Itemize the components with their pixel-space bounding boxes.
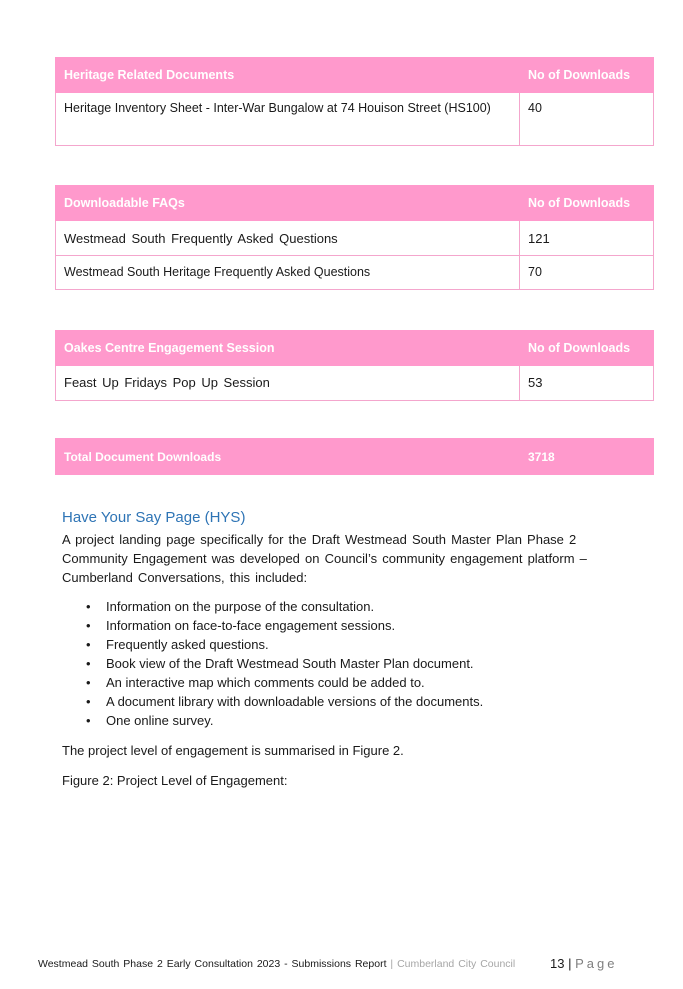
list-item-text: Book view of the Draft Westmead South Master Plan document. bbox=[106, 656, 474, 671]
table-header-title: Downloadable FAQs bbox=[56, 186, 520, 221]
list-item bbox=[62, 654, 483, 673]
bullet: • bbox=[86, 675, 91, 690]
table-row bbox=[56, 256, 654, 290]
bullet: • bbox=[86, 618, 91, 633]
table-header-row bbox=[56, 331, 654, 366]
total-row bbox=[56, 439, 654, 475]
list-item-text: Information on face-to-face engagement sessions. bbox=[106, 618, 396, 633]
list-item bbox=[62, 616, 483, 635]
table-header-row bbox=[56, 58, 654, 93]
table-header-row bbox=[56, 186, 654, 221]
list-item-text: Information on the purpose of the consultation. bbox=[106, 599, 375, 614]
bullet: • bbox=[86, 656, 91, 671]
footer-page bbox=[550, 956, 617, 971]
list-item-text: A document library with downloadable versions of the documents. bbox=[106, 694, 484, 709]
page-label: Page bbox=[575, 956, 618, 971]
table-row bbox=[56, 93, 654, 146]
summary-paragraph: The project level of engagement is summarised in Figure 2. bbox=[62, 743, 404, 758]
table-cell-name: Feast Up Fridays Pop Up Session bbox=[56, 366, 520, 401]
bullet: • bbox=[86, 713, 91, 728]
list-item-text: One online survey. bbox=[106, 713, 214, 728]
table-cell-count: 40 bbox=[520, 93, 654, 146]
footer-left bbox=[38, 958, 515, 970]
table-row bbox=[56, 366, 654, 401]
total-label: Total Document Downloads bbox=[56, 439, 520, 475]
list-item bbox=[62, 711, 483, 730]
table-cell-name: Heritage Inventory Sheet - Inter-War Bungalow at 74 Houison Street (HS100) bbox=[56, 93, 520, 146]
bullet: • bbox=[86, 694, 91, 709]
table-cell-count: 121 bbox=[520, 221, 654, 256]
list-item bbox=[62, 635, 483, 654]
footer-council: Cumberland City Council bbox=[397, 958, 516, 970]
list-item bbox=[62, 673, 483, 692]
table-cell-name: Westmead South Frequently Asked Questions bbox=[56, 221, 520, 256]
section-heading: Have Your Say Page (HYS) bbox=[62, 509, 246, 526]
table-cell-name: Westmead South Heritage Frequently Asked Questions bbox=[56, 256, 520, 290]
table-header-count: No of Downloads bbox=[520, 186, 654, 221]
table-header-count: No of Downloads bbox=[520, 58, 654, 93]
footer-report-title: Westmead South Phase 2 Early Consultation 2023 - Submissions Report bbox=[38, 958, 387, 970]
bullet: • bbox=[86, 599, 91, 614]
intro-paragraph: A project landing page specifically for the Draft Westmead South Master Plan Phase 2 Community Engagement was developed on Council’s community engagement platform – Cumberland Conversations, this included: bbox=[62, 532, 587, 585]
table-header-title: Heritage Related Documents bbox=[56, 58, 520, 93]
table-header-count: No of Downloads bbox=[520, 331, 654, 366]
list-item-text: An interactive map which comments could be added to. bbox=[106, 675, 425, 690]
table-header-title: Oakes Centre Engagement Session bbox=[56, 331, 520, 366]
page-footer bbox=[38, 956, 628, 974]
bullet: • bbox=[86, 637, 91, 652]
page-separator: | bbox=[568, 956, 572, 971]
oakes-centre-table bbox=[55, 330, 654, 401]
footer-separator: | bbox=[390, 958, 394, 970]
faqs-table bbox=[55, 185, 654, 290]
total-downloads-table bbox=[55, 438, 654, 475]
figure-caption: Figure 2: Project Level of Engagement: bbox=[62, 773, 288, 788]
list-item bbox=[62, 597, 483, 616]
total-value: 3718 bbox=[520, 439, 654, 475]
table-cell-count: 70 bbox=[520, 256, 654, 290]
list-item-text: Frequently asked questions. bbox=[106, 637, 269, 652]
table-row bbox=[56, 221, 654, 256]
heritage-documents-table bbox=[55, 57, 654, 146]
feature-list bbox=[62, 597, 483, 730]
list-item bbox=[62, 692, 483, 711]
page-number: 13 bbox=[550, 956, 565, 971]
table-cell-count: 53 bbox=[520, 366, 654, 401]
